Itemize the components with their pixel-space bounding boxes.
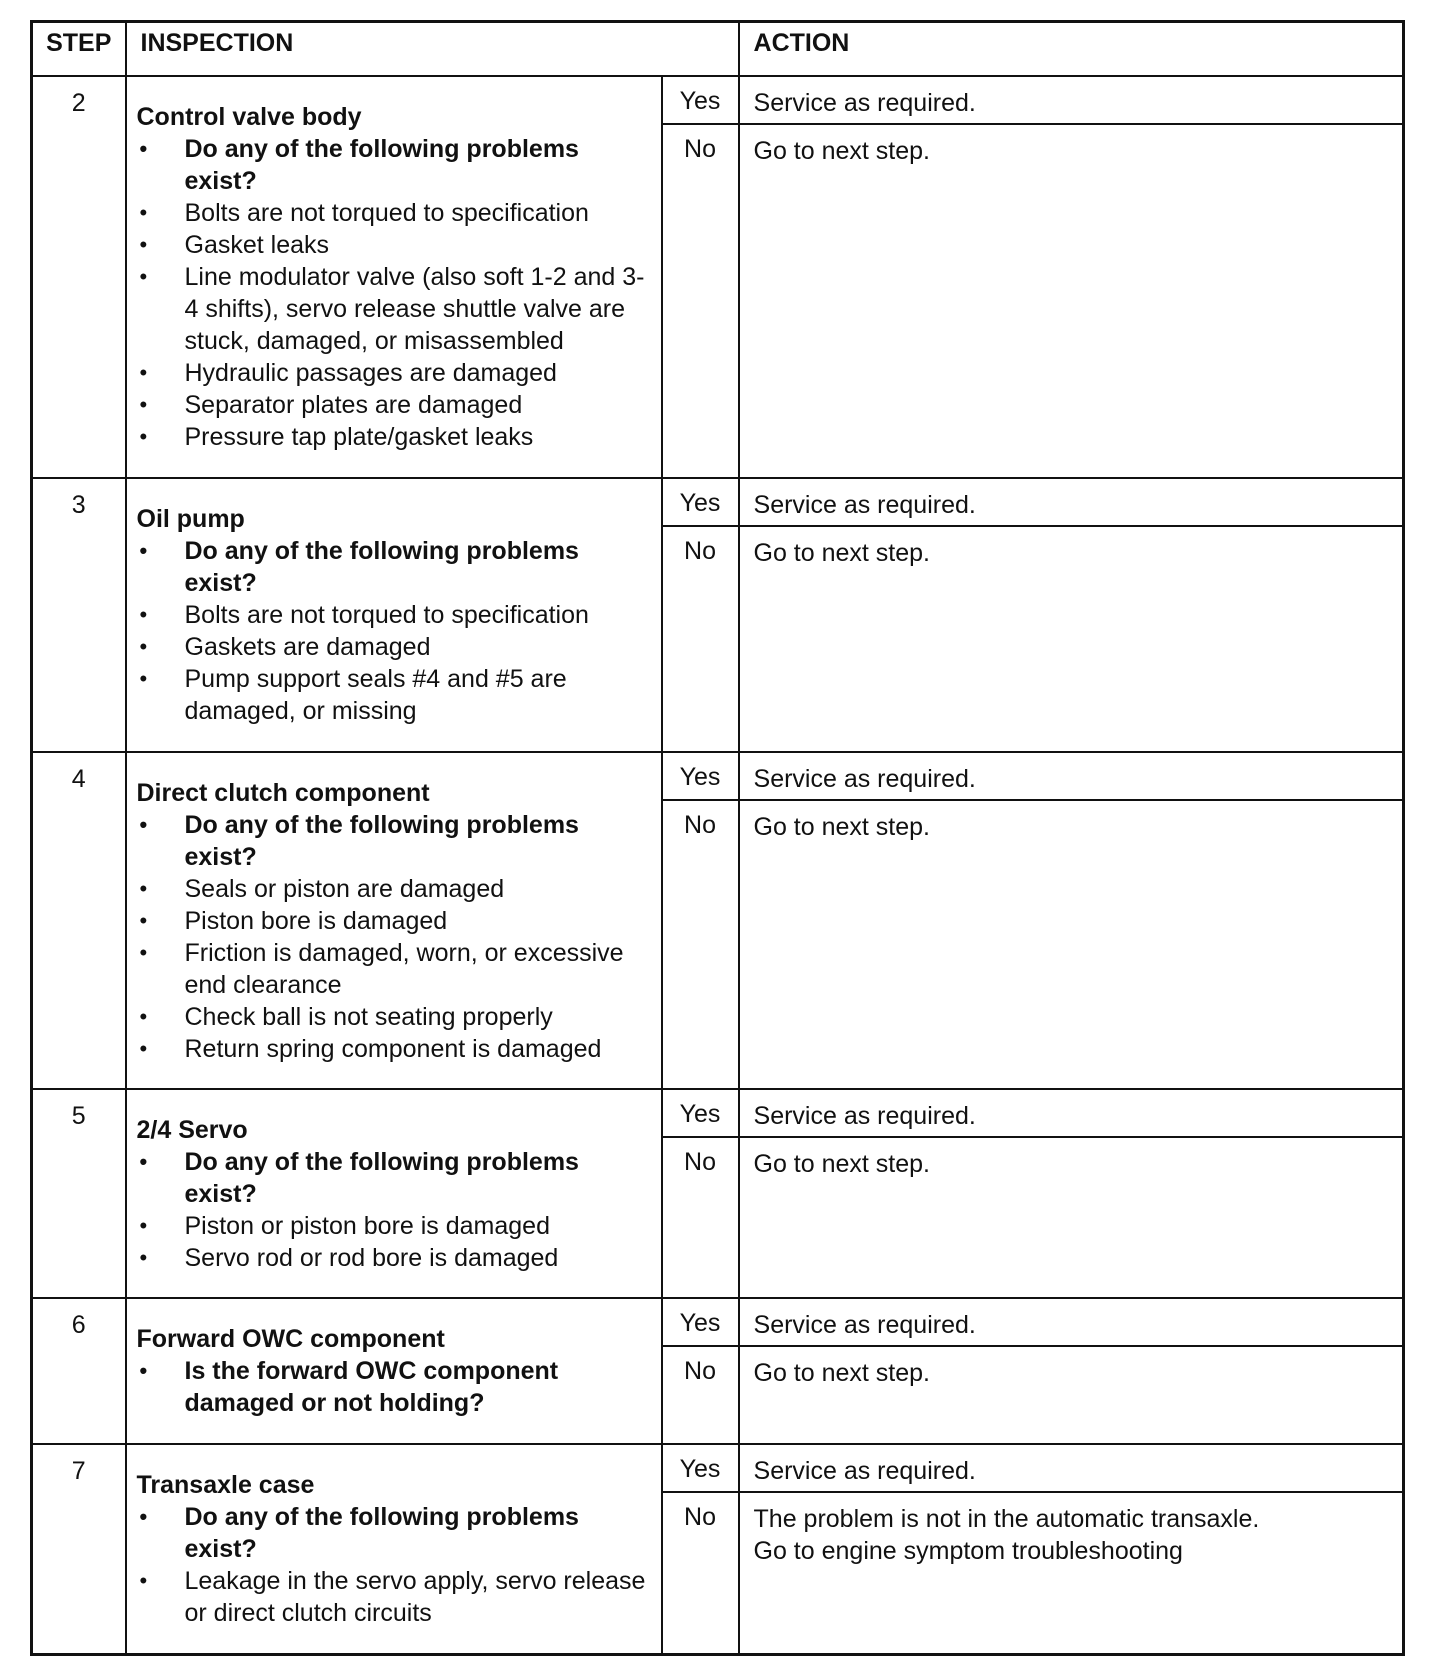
no-action-line: The problem is not in the automatic transaxle. (753, 1505, 1260, 1533)
yes-action: Service as required. (739, 76, 1404, 124)
bullet-icon: • (139, 1036, 148, 1061)
problem-list (137, 535, 653, 727)
problem-list (137, 133, 653, 453)
problem-item (137, 1565, 653, 1629)
problem-text: Gasket leaks (184, 231, 330, 259)
question-text: Do any of the following problems exist? (184, 135, 579, 195)
no-action: Go to next step. (739, 526, 1404, 752)
problem-text: Pressure tap plate/gasket leaks (184, 423, 534, 451)
yes-action: Service as required. (739, 1298, 1404, 1346)
yes-label: Yes (662, 76, 739, 124)
bullet-icon: • (139, 424, 148, 449)
problem-text: Seals or piston are damaged (184, 875, 505, 903)
no-label: No (662, 124, 739, 478)
component-title: Transaxle case (136, 1471, 315, 1499)
no-action-line: Go to engine symptom troubleshooting (753, 1537, 1183, 1565)
bullet-icon: • (139, 1245, 148, 1270)
bullet-icon: • (139, 136, 148, 161)
inspection-question (137, 133, 653, 197)
bullet-icon: • (139, 1504, 148, 1529)
steps-body (32, 76, 1404, 1655)
inspection-cell (126, 478, 662, 752)
question-text: Do any of the following problems exist? (184, 1503, 579, 1563)
bullet-icon: • (139, 812, 148, 837)
step-row (32, 478, 1404, 526)
yes-label: Yes (662, 752, 739, 800)
no-action: Go to next step. (739, 1137, 1404, 1298)
yes-label: Yes (662, 1089, 739, 1137)
bullet-icon: • (139, 876, 148, 901)
step-number: 4 (32, 752, 126, 1089)
inspection-cell (126, 1298, 662, 1444)
header-row (32, 22, 1404, 77)
problem-text: Bolts are not torqued to specification (184, 601, 589, 629)
problem-text: Line modulator valve (also soft 1-2 and 3-4 shifts), servo release shuttle valve are stuck, damaged, or misassembled (184, 263, 645, 355)
problem-item (137, 389, 653, 421)
yes-label: Yes (662, 478, 739, 526)
bullet-icon: • (139, 1004, 148, 1029)
problem-text: Separator plates are damaged (184, 391, 523, 419)
inspection-question (137, 809, 653, 873)
yes-label: Yes (662, 1444, 739, 1492)
problem-item (137, 1210, 653, 1242)
problem-item (137, 357, 653, 389)
inspection-question (137, 1501, 653, 1565)
component-title: Forward OWC component (136, 1325, 445, 1353)
bullet-icon: • (139, 360, 148, 385)
step-row (32, 752, 1404, 800)
problem-item (137, 873, 653, 905)
no-label: No (662, 800, 739, 1089)
problem-text: Bolts are not torqued to specification (184, 199, 589, 227)
question-text: Do any of the following problems exist? (184, 1148, 579, 1208)
step-row (32, 1298, 1404, 1346)
bullet-icon: • (139, 908, 148, 933)
inspection-header: INSPECTION (126, 22, 739, 77)
step-row (32, 76, 1404, 124)
no-label: No (662, 1492, 739, 1655)
problem-item (137, 1001, 653, 1033)
bullet-icon: • (139, 1149, 148, 1174)
problem-text: Gaskets are damaged (184, 633, 431, 661)
no-label: No (662, 526, 739, 752)
step-number: 2 (32, 76, 126, 478)
bullet-icon: • (139, 232, 148, 257)
component-title: Control valve body (136, 103, 362, 131)
component-title: Oil pump (136, 505, 245, 533)
no-action (739, 1492, 1404, 1655)
inspection-cell (126, 1089, 662, 1298)
yes-label: Yes (662, 1298, 739, 1346)
problem-text: Check ball is not seating properly (184, 1003, 553, 1031)
yes-action: Service as required. (739, 1444, 1404, 1492)
bullet-icon: • (139, 602, 148, 627)
inspection-question (137, 1146, 653, 1210)
problem-text: Servo rod or rod bore is damaged (184, 1244, 559, 1272)
bullet-icon: • (139, 1213, 148, 1238)
problem-item (137, 905, 653, 937)
yes-action: Service as required. (739, 478, 1404, 526)
component-title: Direct clutch component (136, 779, 430, 807)
problem-item (137, 197, 653, 229)
step-number: 7 (32, 1444, 126, 1655)
step-row (32, 1089, 1404, 1137)
no-action: Go to next step. (739, 124, 1404, 478)
inspection-cell (126, 752, 662, 1089)
problem-text: Piston or piston bore is damaged (184, 1212, 550, 1240)
problem-list (137, 1501, 653, 1629)
step-number: 5 (32, 1089, 126, 1298)
problem-text: Pump support seals #4 and #5 are damaged, or missing (184, 665, 567, 725)
problem-list (137, 809, 653, 1065)
bullet-icon: • (139, 1568, 148, 1593)
bullet-icon: • (139, 666, 148, 691)
component-title: 2/4 Servo (136, 1116, 248, 1144)
question-text: Do any of the following problems exist? (184, 811, 579, 871)
bullet-icon: • (139, 392, 148, 417)
bullet-icon: • (139, 538, 148, 563)
problem-item (137, 937, 653, 1001)
diagnostic-table (30, 20, 1405, 1656)
problem-item (137, 631, 653, 663)
yes-action: Service as required. (739, 1089, 1404, 1137)
problem-item (137, 663, 653, 727)
problem-text: Hydraulic passages are damaged (184, 359, 557, 387)
problem-text: Return spring component is damaged (184, 1035, 602, 1063)
bullet-icon: • (139, 200, 148, 225)
bullet-icon: • (139, 264, 148, 289)
problem-item (137, 421, 653, 453)
step-number: 3 (32, 478, 126, 752)
inspection-cell (126, 1444, 662, 1655)
no-action: Go to next step. (739, 800, 1404, 1089)
problem-text: Piston bore is damaged (184, 907, 448, 935)
question-text: Is the forward OWC component damaged or not holding? (184, 1357, 559, 1417)
problem-text: Friction is damaged, worn, or excessive end clearance (184, 939, 624, 999)
no-label: No (662, 1346, 739, 1444)
problem-item (137, 261, 653, 357)
step-header: STEP (32, 22, 126, 77)
problem-item (137, 1033, 653, 1065)
no-label: No (662, 1137, 739, 1298)
problem-list (137, 1146, 653, 1274)
problem-item (137, 599, 653, 631)
inspection-question (137, 1355, 653, 1419)
problem-list (137, 1355, 653, 1419)
step-row (32, 1444, 1404, 1492)
bullet-icon: • (139, 634, 148, 659)
yes-action: Service as required. (739, 752, 1404, 800)
no-action: Go to next step. (739, 1346, 1404, 1444)
problem-text: Leakage in the servo apply, servo release or direct clutch circuits (184, 1567, 646, 1627)
inspection-cell (126, 76, 662, 478)
problem-item (137, 229, 653, 261)
action-header: ACTION (739, 22, 1404, 77)
question-text: Do any of the following problems exist? (184, 537, 579, 597)
problem-item (137, 1242, 653, 1274)
bullet-icon: • (139, 1358, 148, 1383)
step-number: 6 (32, 1298, 126, 1444)
bullet-icon: • (139, 940, 148, 965)
inspection-question (137, 535, 653, 599)
